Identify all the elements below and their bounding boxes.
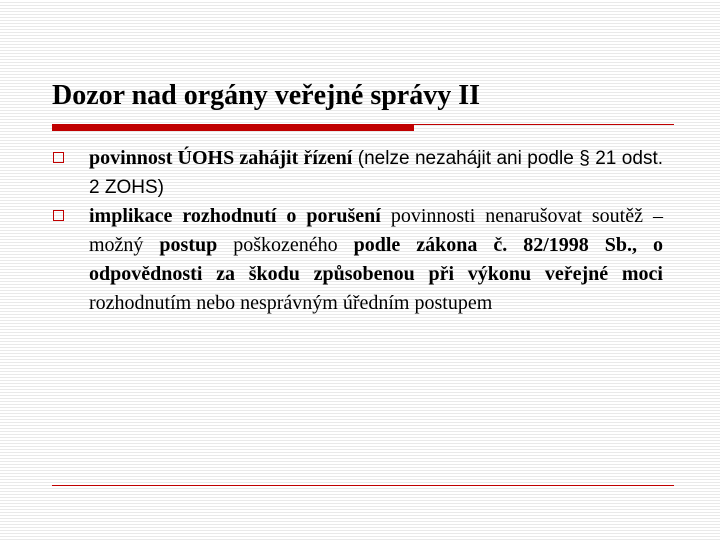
bullet-list: [53, 144, 663, 318]
bullet-item: [53, 202, 663, 318]
footer-rule: [52, 485, 674, 486]
bullet-text-bold: povinnost ÚOHS zahájit řízení: [89, 147, 353, 169]
bullet-text-plain: poškozeného: [217, 234, 354, 256]
bullet-text: [89, 147, 663, 198]
bullet-text-plain: rozhodnutím nebo nesprávným úředním postupem: [89, 292, 493, 314]
slide-title: Dozor nad orgány veřejné správy II: [52, 80, 481, 111]
bullet-text-bold: podle zákona č. 82/1998 Sb., o odpovědnosti za škodu způsobenou při výkonu veřejné moci: [89, 234, 663, 285]
bullet-item: [53, 144, 663, 202]
bullet-text-plain: povinnosti nenarušovat soutěž – možný: [89, 205, 663, 256]
title-underline-thick: [52, 125, 414, 131]
bullet-text: [89, 205, 663, 314]
square-bullet-icon: [53, 152, 64, 163]
bullet-text-bold: postup: [159, 234, 218, 256]
square-bullet-icon: [53, 210, 64, 221]
bullet-text-bold: implikace rozhodnutí o porušení: [89, 205, 381, 227]
bullet-text-plain: (nelze nezahájit ani podle § 21 odst. 2 ZOHS): [89, 148, 663, 198]
